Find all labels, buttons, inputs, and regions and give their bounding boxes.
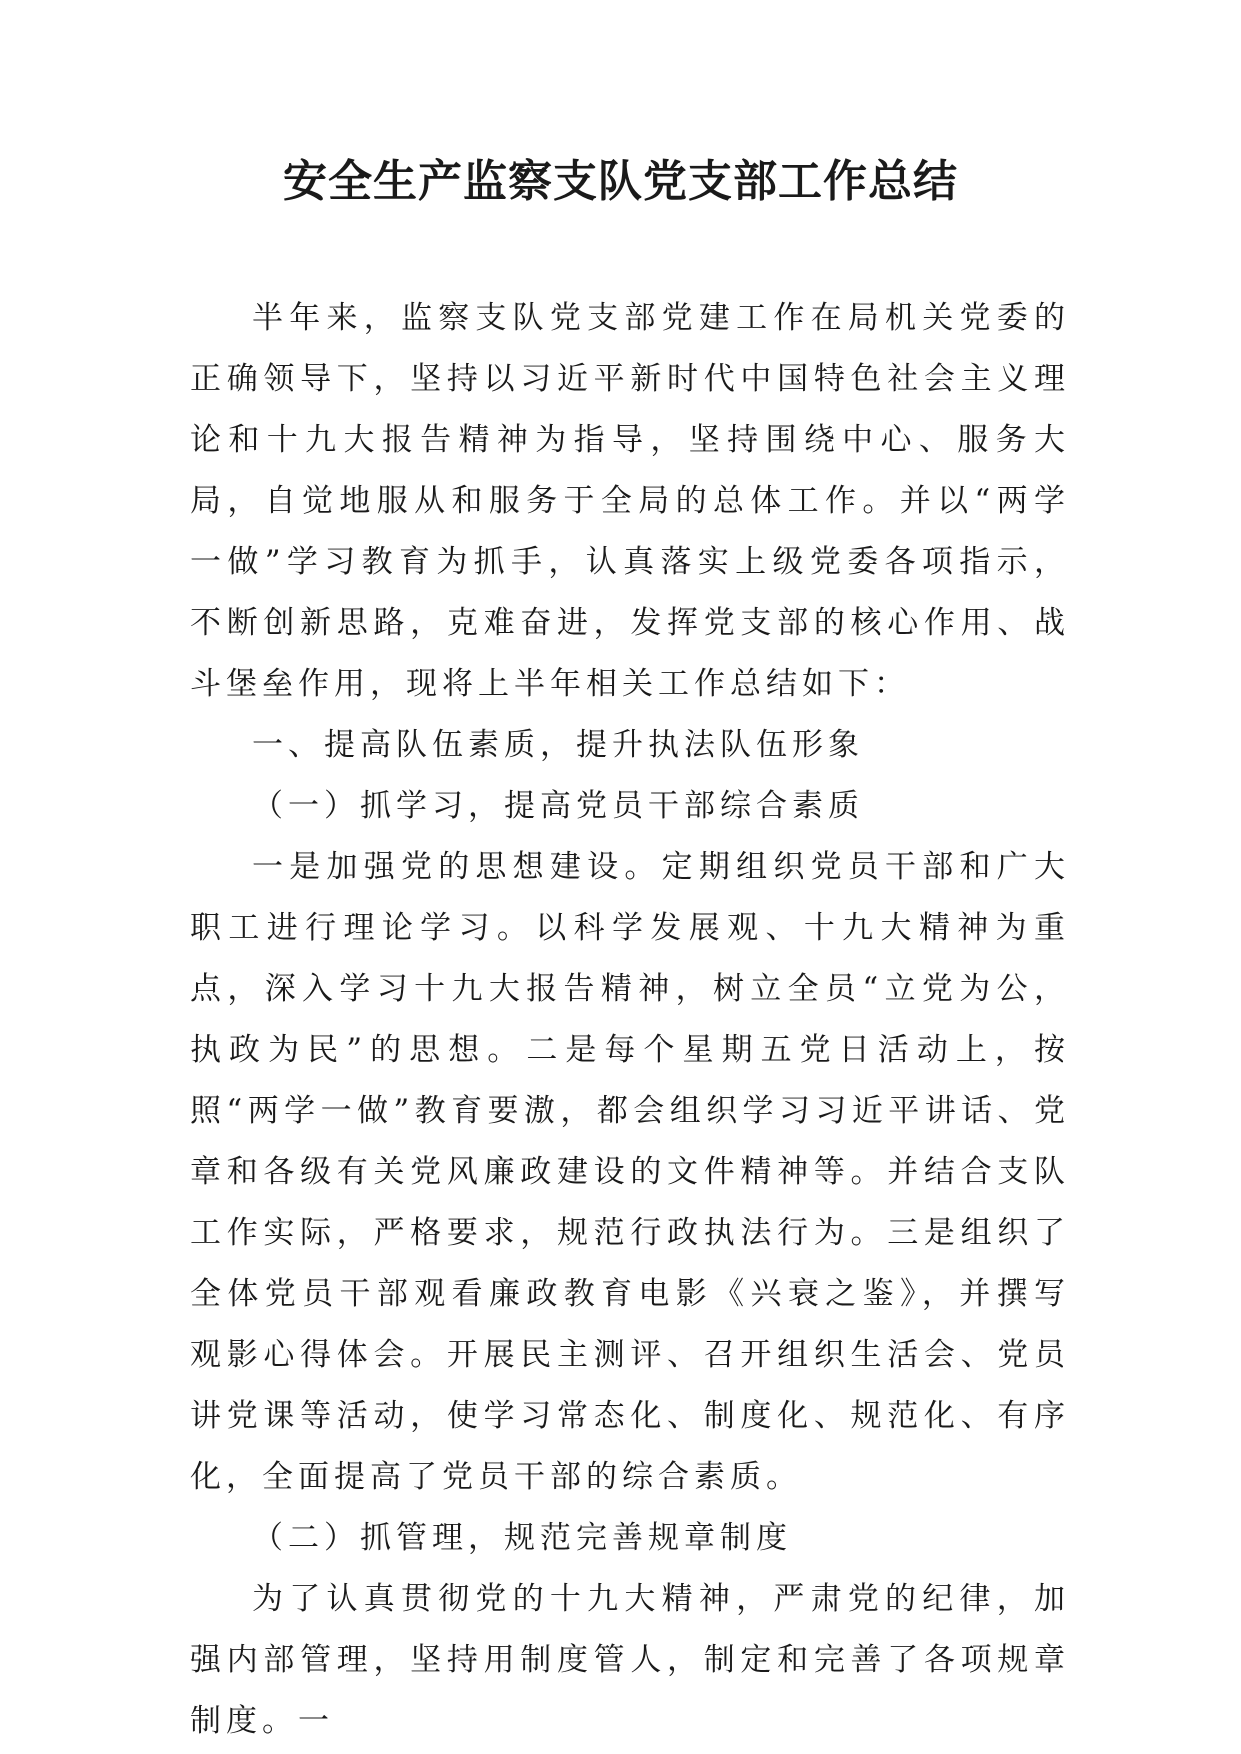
- subsection-heading-2: （二）抓管理，规范完善规章制度: [252, 1520, 792, 1556]
- paragraph-management: 为了认真贯彻党的十九大精神，严肃党的纪律，加强内部管理，坚持用制度管人，制定和完善了各项规章制度。一: [190, 1581, 1070, 1739]
- document-body: [190, 288, 1070, 1752]
- paragraph-intro: 半年来，监察支队党支部党建工作在局机关党委的正确领导下，坚持以习近平新时代中国特色社会主义理论和十九大报告精神为指导，坚持围绕中心、服务大局，自觉地服从和服务于全局的总体工作。并以“两学一做”学习教育为抓手，认真落实上级党委各项指示，不断创新思路，克难奋进，发挥党支部的核心作用、战斗堡垒作用，现将上半年相关工作总结如下：: [190, 300, 1070, 702]
- paragraph-study: 一是加强党的思想建设。定期组织党员干部和广大职工进行理论学习。以科学发展观、十九大精神为重点，深入学习十九大报告精神，树立全员“立党为公，执政为民”的思想。二是每个星期五党日活动上，按照“两学一做”教育要滶，都会组织学习习近平讲话、党章和各级有关党风廉政建设的文件精神等。并结合支队工作实际，严格要求，规范行政执法行为。三是组织了全体党员干部观看廉政教育电影《兴衰之鉴》，并撰写观影心得体会。开展民主测评、召开组织生活会、党员讲党课等活动，使学习常态化、制度化、规范化、有序化，全面提高了党员干部的综合素质。: [190, 849, 1070, 1495]
- document-title: 安全生产监察支队党支部工作总结: [283, 156, 958, 207]
- section-heading-1: 一、提高队伍素质，提升执法队伍形象: [252, 727, 864, 763]
- subsection-heading-1: （一）抓学习，提高党员干部综合素质: [252, 788, 864, 824]
